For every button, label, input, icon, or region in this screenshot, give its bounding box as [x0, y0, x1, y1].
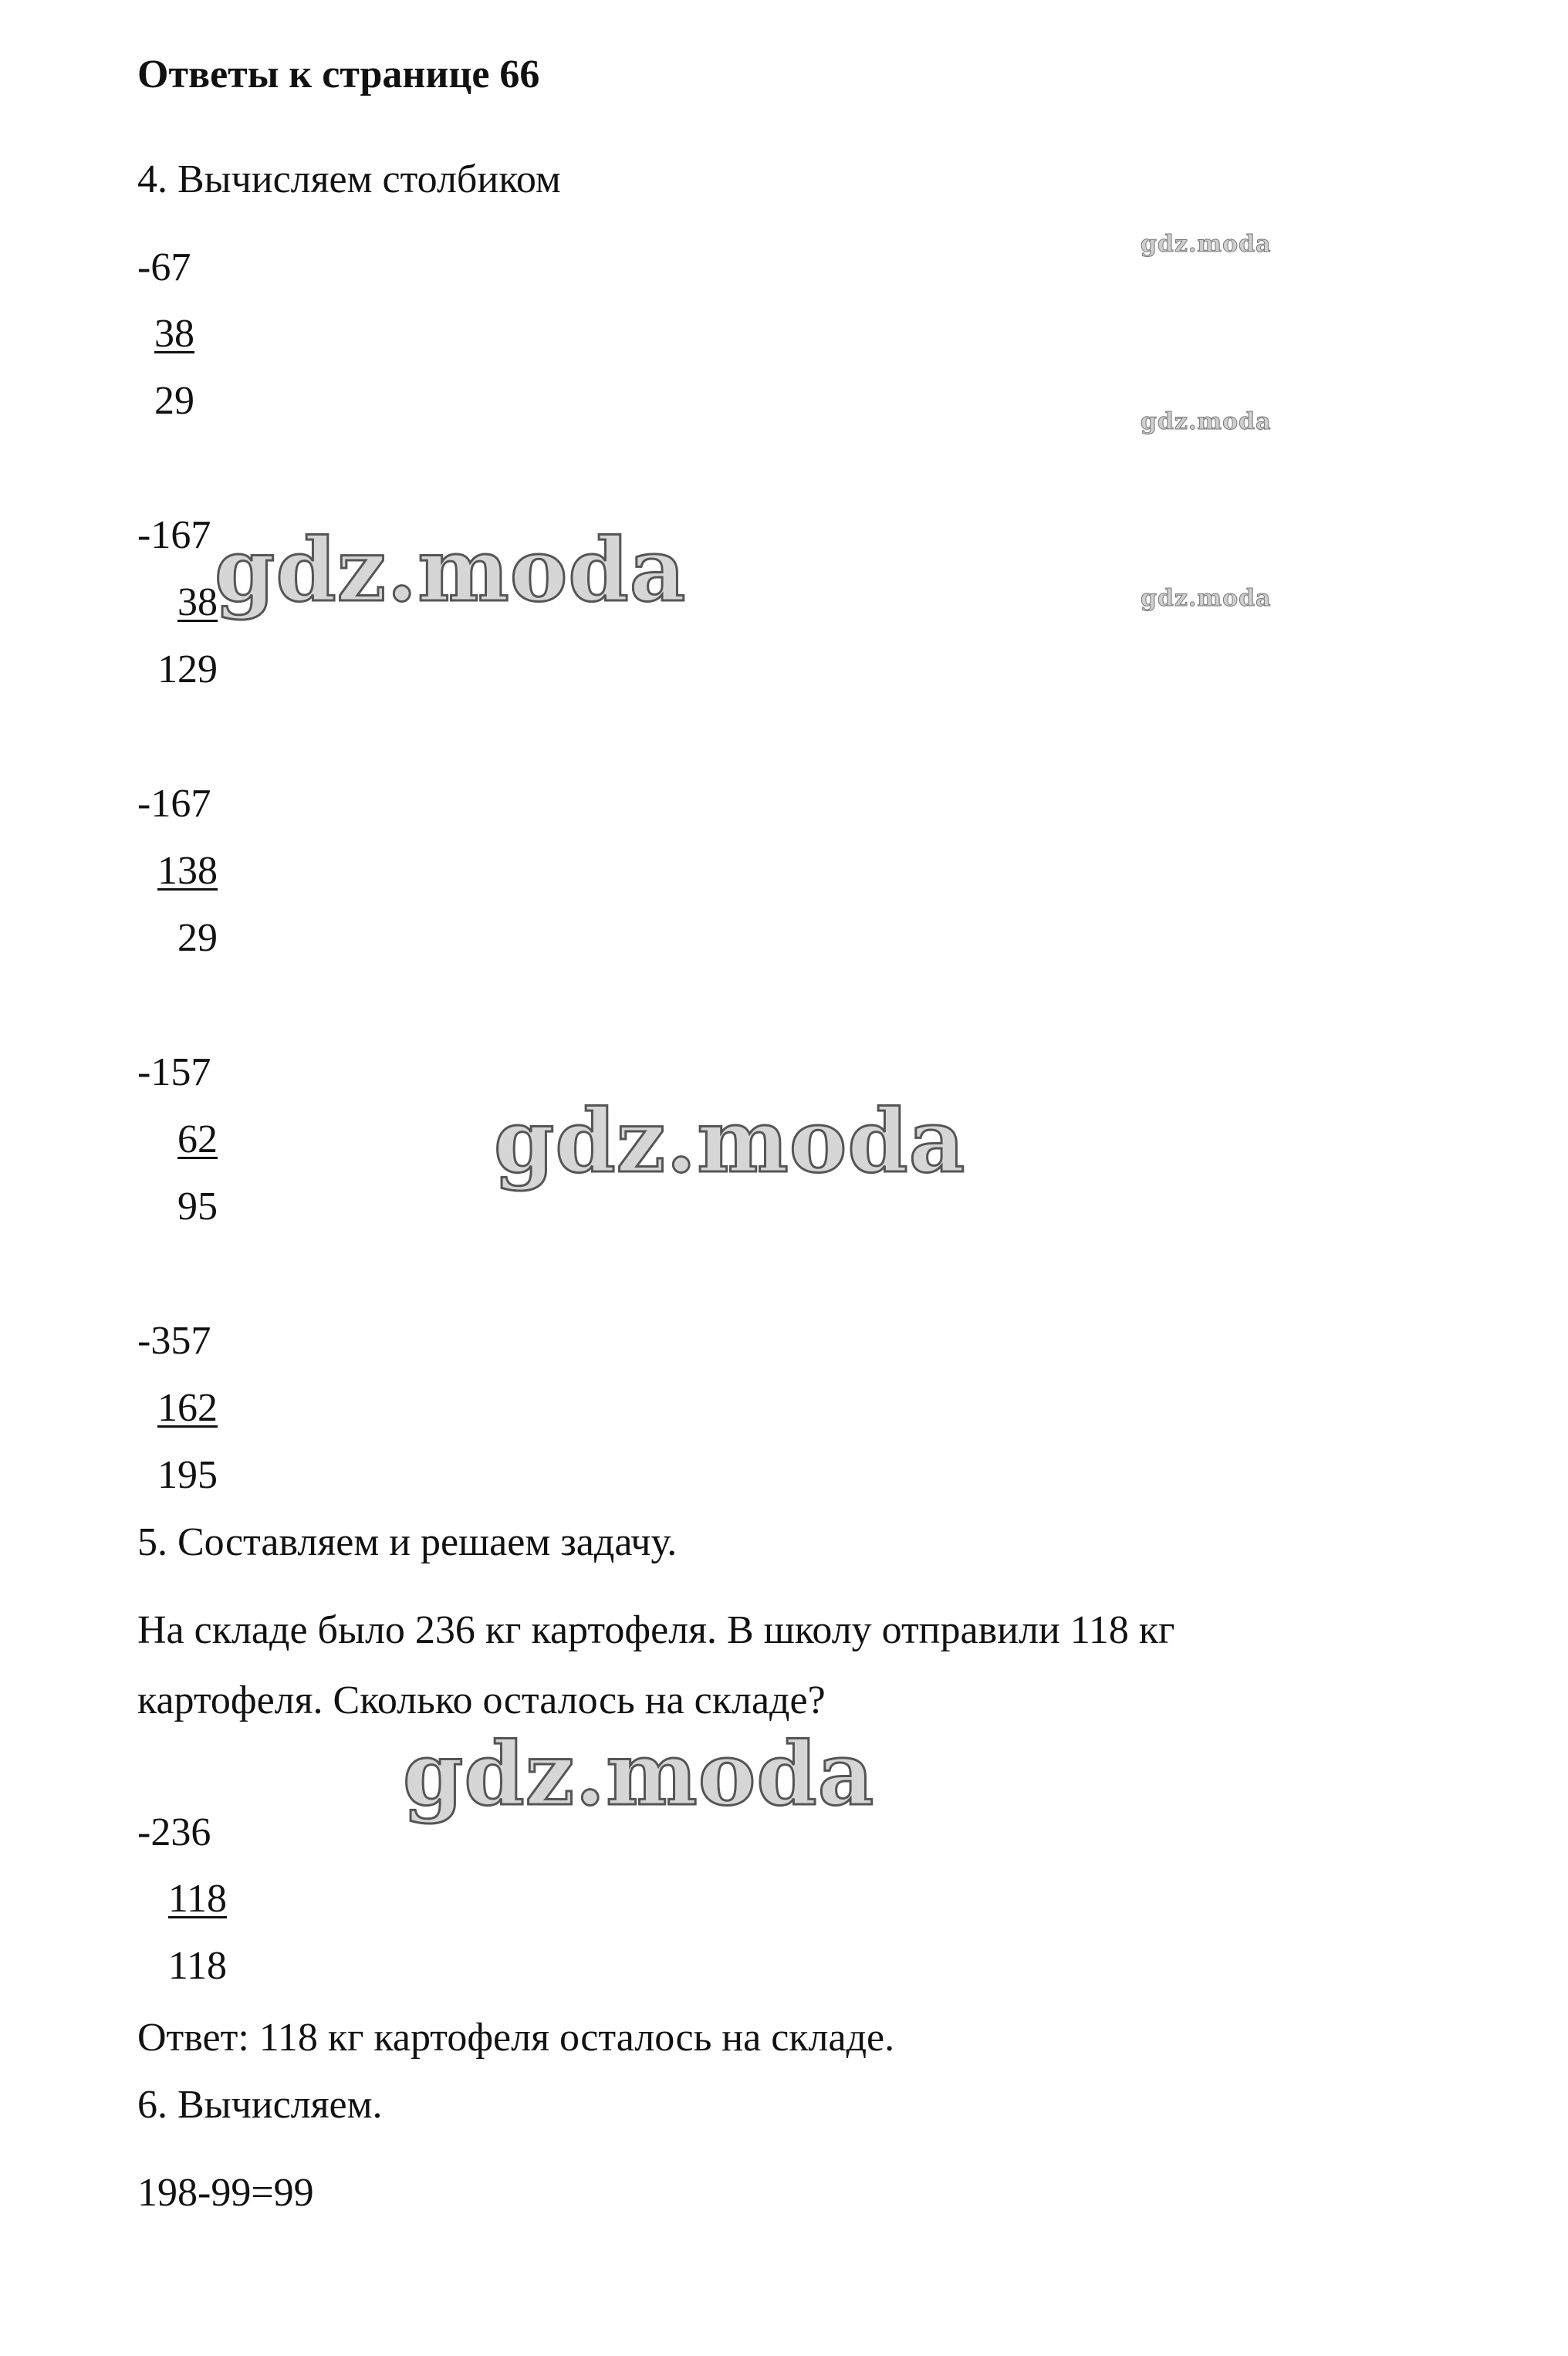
- task5-minuend: -236: [137, 1810, 211, 1854]
- task5-problem-line2: картофеля. Сколько осталось на складе?: [137, 1678, 826, 1722]
- watermark-large-3: gdz.moda: [403, 1724, 875, 1825]
- task4-col3-minuend: -167: [137, 782, 211, 826]
- task4-col1-subtrahend: 38: [154, 312, 194, 356]
- task4-heading: 4. Вычисляем столбиком: [137, 157, 561, 201]
- page-title: Ответы к странице 66: [137, 52, 540, 96]
- task5-result: 118: [167, 1944, 227, 1988]
- watermark-small-1: gdz.moda: [1141, 231, 1272, 258]
- task6-heading: 6. Вычисляем.: [137, 2083, 383, 2127]
- task4-col3-result: 29: [177, 916, 218, 960]
- task5-heading: 5. Составляем и решаем задачу.: [137, 1520, 678, 1564]
- task4-col2-minuend: -167: [137, 513, 211, 557]
- task5-subtrahend: 118: [167, 1877, 227, 1921]
- task4-col4-result: 95: [177, 1185, 218, 1229]
- task4-col2-subtrahend: 38: [177, 580, 218, 624]
- watermark-small-3: gdz.moda: [1141, 585, 1272, 612]
- task4-col2-result: 129: [157, 647, 218, 691]
- task4-col3-subtrahend: 138: [157, 849, 218, 893]
- task6-expression: 198-99=99: [137, 2171, 314, 2215]
- task4-col4-minuend: -157: [137, 1050, 211, 1094]
- task4-col1-minuend: -67: [137, 245, 191, 289]
- watermark-small-2: gdz.moda: [1141, 408, 1272, 435]
- watermark-large-2: gdz.moda: [494, 1091, 966, 1192]
- task4-col5-minuend: -357: [137, 1319, 211, 1363]
- task5-answer: Ответ: 118 кг картофеля осталось на складе.: [137, 2016, 895, 2060]
- task4-col5-result: 195: [157, 1453, 218, 1497]
- watermark-large-1: gdz.moda: [215, 520, 687, 621]
- task4-col1-result: 29: [154, 379, 194, 423]
- task4-col4-subtrahend: 62: [177, 1117, 218, 1161]
- task5-problem-line1: На складе было 236 кг картофеля. В школу отправили 118 кг: [137, 1608, 1175, 1652]
- task4-col5-subtrahend: 162: [157, 1386, 218, 1430]
